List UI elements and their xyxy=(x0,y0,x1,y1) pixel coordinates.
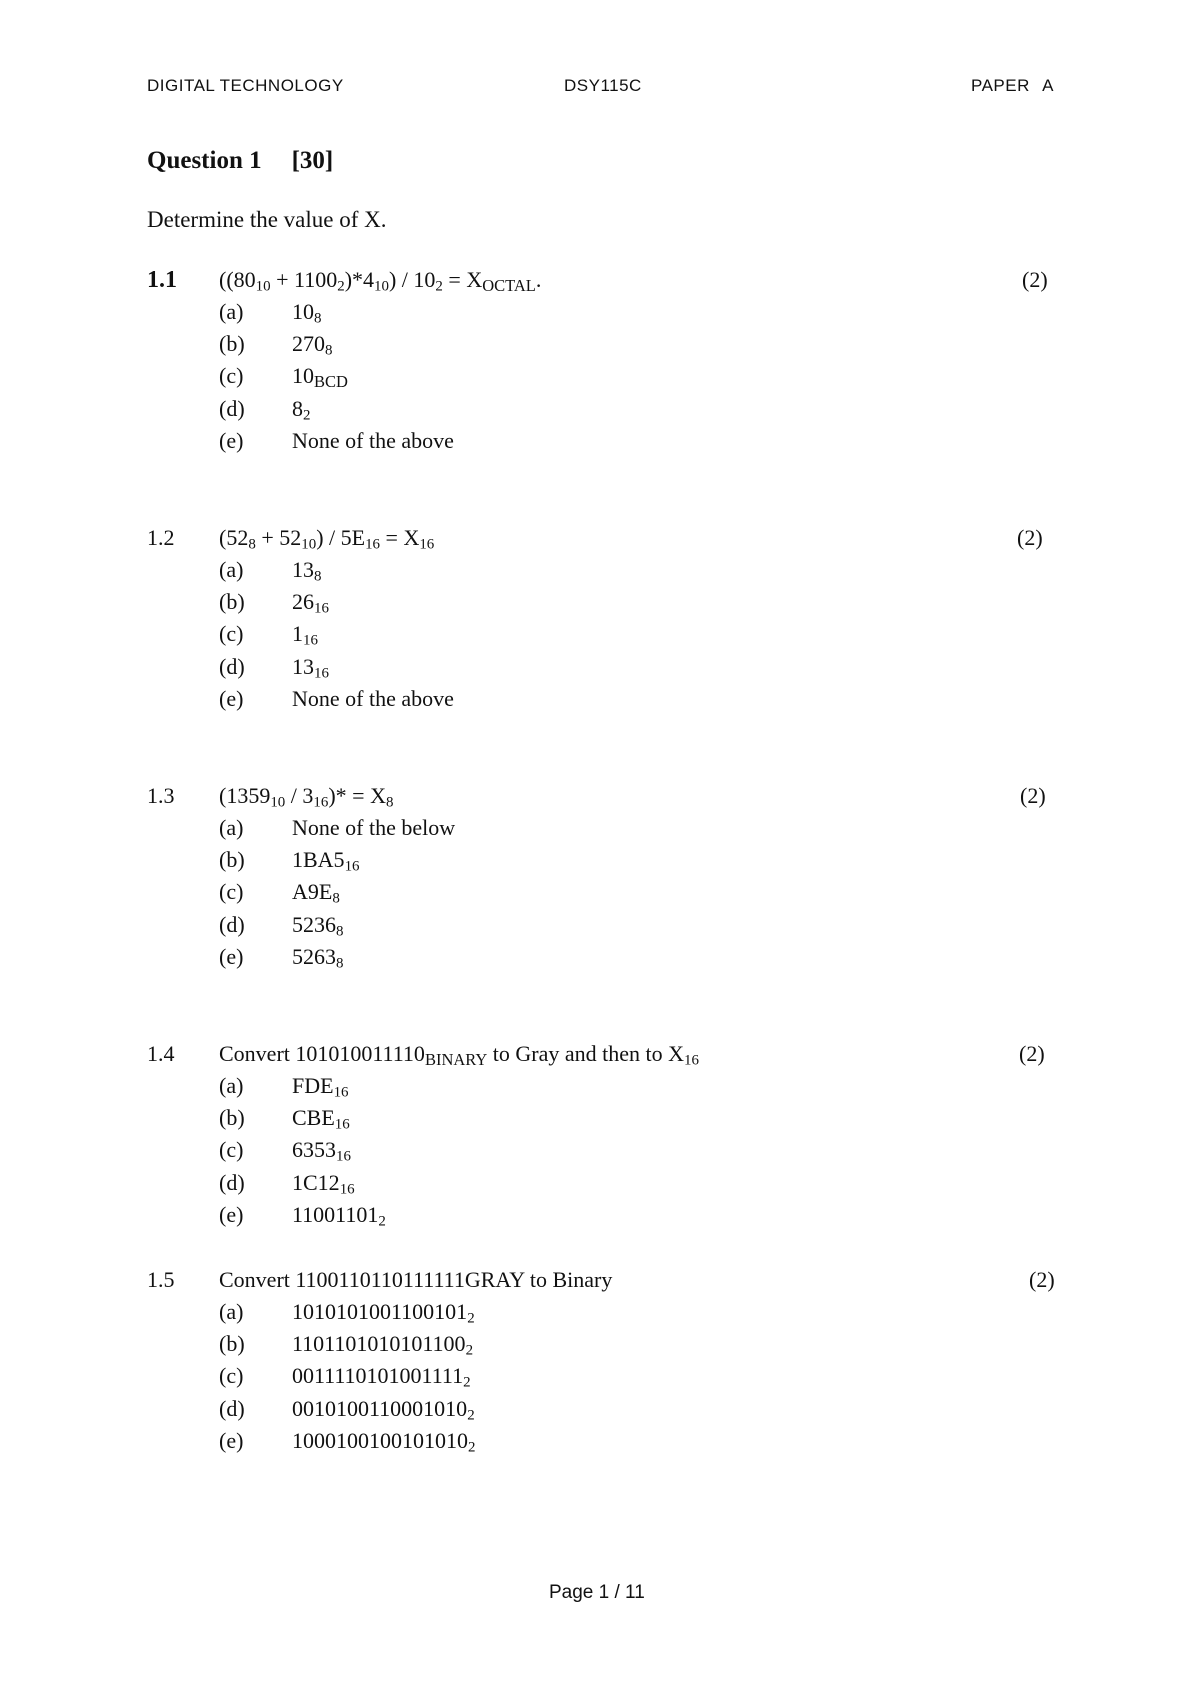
option-c: (c) $1_{16}$ xyxy=(219,621,318,650)
option-e: (e) None of the above xyxy=(219,427,454,453)
option-a: (a) $13_8$ xyxy=(219,557,322,585)
question-stem: $(1359_{10} / 3_{16})* = X_8$ xyxy=(219,783,394,811)
option-d: (d) $8_2$ xyxy=(219,395,311,424)
question-total-marks: [30] xyxy=(291,147,334,174)
page-number: Page 1 / 11 xyxy=(549,1582,645,1603)
question-item-1-1 xyxy=(147,264,1047,457)
question-title-text: Question 1 xyxy=(147,147,262,174)
question-marks: (2) xyxy=(1019,1041,1045,1066)
question-line xyxy=(147,1264,1055,1296)
question-line xyxy=(147,1038,1047,1070)
option-b: (b) $26_{16}$ xyxy=(219,589,329,617)
option-d: (d) $13_{16}$ xyxy=(219,653,329,682)
question-line xyxy=(147,522,1047,554)
option-c: (c) $10_{BCD}$ xyxy=(219,363,348,392)
question-item-1-4 xyxy=(147,1038,1047,1231)
option-b: (b) $270_8$ xyxy=(219,331,333,359)
option-b: (b) $CBE_{16}$ xyxy=(219,1105,350,1133)
question-line xyxy=(147,264,1047,296)
question-marks: (2) xyxy=(1022,267,1048,292)
option-a: (a) $1010101001100101_2$ xyxy=(219,1299,475,1327)
question-title xyxy=(147,147,333,175)
question-line xyxy=(147,780,1047,812)
option-b: (b) $1101101010101100_2$ xyxy=(219,1331,474,1359)
question-number: 1.3 xyxy=(147,783,175,808)
question-number: 1.1 xyxy=(147,267,177,293)
question-item-1-2 xyxy=(147,522,1047,715)
question-stem: Convert 1100110110111111GRAY to Binary xyxy=(219,1267,613,1292)
question-item-1-3 xyxy=(147,780,1047,973)
option-e: (e) None of the above xyxy=(219,685,454,711)
question-number: 1.5 xyxy=(147,1267,175,1292)
option-b: (b) $1BA5_{16}$ xyxy=(219,847,360,875)
question-marks: (2) xyxy=(1029,1267,1055,1292)
header-course-code: DSY115C xyxy=(564,76,642,95)
option-e: (e) $11001101_2$ xyxy=(219,1201,386,1230)
header-course-title: DIGITAL TECHNOLOGY xyxy=(147,76,344,95)
option-e: (e) $1000100100101010_2$ xyxy=(219,1427,476,1456)
question-marks: (2) xyxy=(1020,783,1046,808)
question-stem: $(52_8 + 52_{10}) / 5E_{16} = X_{16}$ xyxy=(219,525,435,553)
option-a: (a) $10_8$ xyxy=(219,299,322,327)
question-number: 1.4 xyxy=(147,1041,175,1066)
question-item-1-5 xyxy=(147,1264,1055,1457)
option-e: (e) $5263_8$ xyxy=(219,943,344,972)
option-d: (d) $0010100110001010_2$ xyxy=(219,1395,475,1424)
option-a: (a) $FDE_{16}$ xyxy=(219,1073,349,1101)
option-c: (c) $A9E_8$ xyxy=(219,879,340,908)
question-marks: (2) xyxy=(1017,525,1043,550)
option-a: (a) None of the below xyxy=(219,815,456,840)
option-c: (c) $6353_{16}$ xyxy=(219,1137,351,1166)
option-c: (c) $0011110101001111_2$ xyxy=(219,1363,471,1392)
question-instruction: Determine the value of X. xyxy=(147,207,387,232)
question-number: 1.2 xyxy=(147,525,175,550)
option-d: (d) $1C12_{16}$ xyxy=(219,1169,355,1198)
question-stem: $((80_{10} + 1100_2)*4_{10}) / 10_2 = X_{OCTAL}$. xyxy=(219,267,542,296)
header-paper: PAPER A xyxy=(971,76,1054,95)
question-stem: Convert $101010011110_{BINARY}$ to Gray and then to $X_{16}$ xyxy=(219,1041,699,1070)
option-d: (d) $5236_8$ xyxy=(219,911,344,940)
